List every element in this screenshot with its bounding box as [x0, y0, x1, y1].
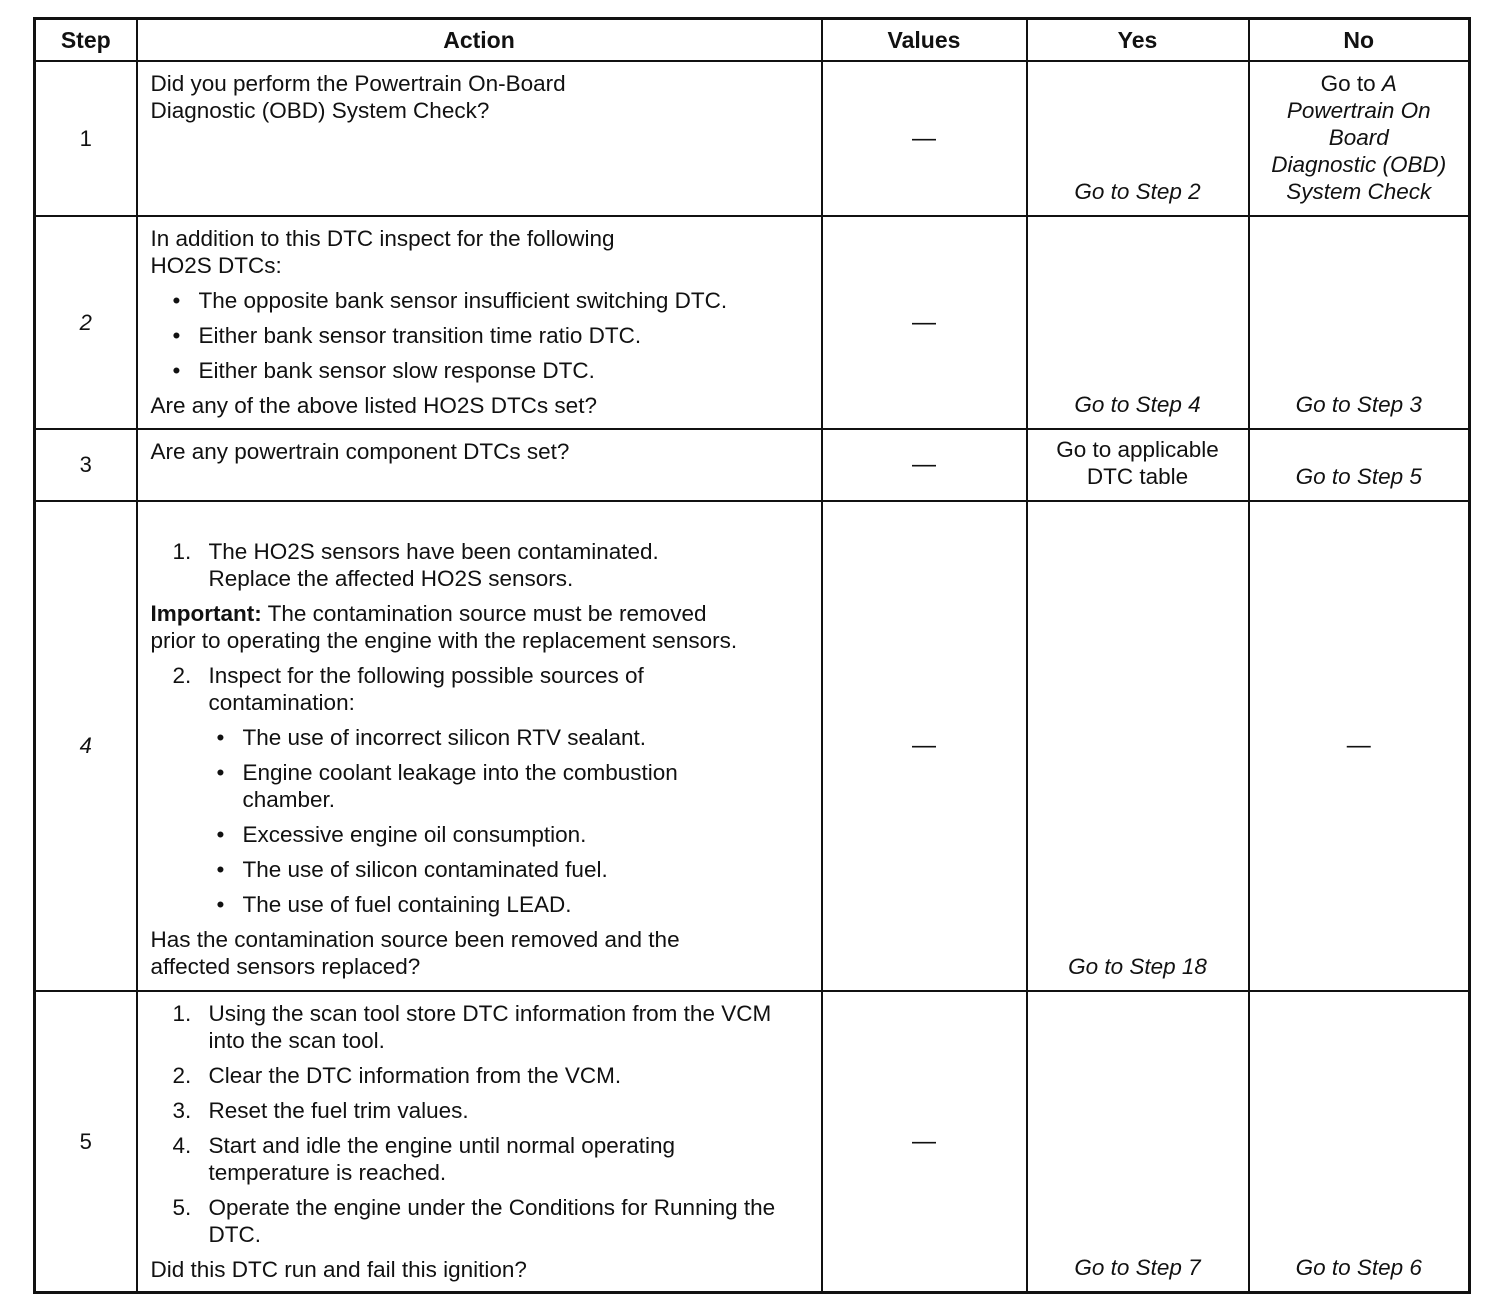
no-link[interactable]: Go to Step 3 [1295, 392, 1422, 417]
yes-cell [1027, 61, 1249, 216]
header-no: No [1249, 19, 1470, 62]
item-text: Inspect for the following possible sources of [208, 663, 644, 688]
numbered-item [173, 1194, 811, 1248]
no-link[interactable] [1254, 70, 1465, 205]
bullet-text: The opposite bank sensor insufficient switching DTC. [198, 288, 728, 313]
action-question: affected sensors replaced? [150, 954, 421, 979]
bullet-text: Excessive engine oil consumption. [242, 822, 587, 847]
numbered-item [173, 538, 811, 592]
item-number: 1. [172, 1001, 192, 1026]
important-note [151, 600, 811, 654]
yes-cell [1027, 501, 1249, 991]
action-question: Has the contamination source been removed and the [150, 927, 680, 952]
no-link-text: A [1381, 71, 1397, 96]
numbered-item [173, 1097, 811, 1124]
item-text: Operate the engine under the Conditions for Running the DTC. [208, 1195, 776, 1247]
yes-link-text: Go to applicable [1056, 437, 1219, 462]
step-number: 5 [35, 991, 137, 1293]
bullet-marker: • [172, 288, 181, 313]
table-row [35, 501, 1470, 991]
yes-cell [1027, 216, 1249, 429]
action-text: In addition to this DTC inspect for the following [150, 226, 615, 251]
no-link[interactable]: Go to Step 6 [1295, 1255, 1422, 1280]
action-cell [137, 61, 822, 216]
item-text: Reset the fuel trim values. [208, 1098, 469, 1123]
action-cell [137, 429, 822, 501]
action-cell [137, 216, 822, 429]
no-link-text: System Check [1286, 179, 1432, 204]
item-number: 2. [172, 1063, 192, 1088]
item-number: 1. [172, 539, 192, 564]
values-cell: — [822, 991, 1027, 1293]
numbered-item [173, 1062, 811, 1089]
table-row [35, 216, 1470, 429]
item-number: 5. [172, 1195, 192, 1220]
action-text: HO2S DTCs: [150, 253, 282, 278]
important-text: prior to operating the engine with the replacement sensors. [150, 628, 738, 653]
no-cell: — [1249, 501, 1470, 991]
numbered-item [173, 662, 811, 716]
yes-link[interactable]: Go to Step 2 [1074, 179, 1201, 204]
table-row [35, 61, 1470, 216]
action-text: Did you perform the Powertrain On-Board [150, 71, 566, 96]
no-link-text: Board [1328, 125, 1389, 150]
yes-link[interactable]: Go to Step 4 [1074, 392, 1201, 417]
yes-cell [1027, 991, 1249, 1293]
action-cell [137, 501, 822, 991]
yes-link-text: DTC table [1086, 464, 1189, 489]
bullet-text: The use of incorrect silicon RTV sealant. [242, 725, 647, 750]
item-text: contamination: [208, 690, 355, 715]
bullet-item [173, 287, 811, 314]
no-prefix: Go to [1320, 71, 1376, 96]
bullet-text: Engine coolant leakage into the combustion chamber. [242, 760, 678, 812]
bullet-marker: • [172, 358, 181, 383]
bullet-marker: • [216, 822, 225, 847]
action-cell [137, 991, 822, 1293]
yes-link[interactable]: Go to Step 18 [1068, 954, 1207, 979]
item-number: 4. [172, 1133, 192, 1158]
table-row [35, 429, 1470, 501]
header-yes: Yes [1027, 19, 1249, 62]
no-cell [1249, 61, 1470, 216]
header-step: Step [35, 19, 137, 62]
no-cell [1249, 991, 1470, 1293]
yes-cell [1027, 429, 1249, 501]
bullet-text: Either bank sensor slow response DTC. [198, 358, 595, 383]
numbered-item [173, 1000, 811, 1054]
values-cell: — [822, 501, 1027, 991]
numbered-item [173, 1132, 811, 1186]
action-question: Are any of the above listed HO2S DTCs set? [150, 393, 597, 418]
bullet-item [173, 357, 811, 384]
sub-bullet-item [217, 821, 811, 848]
no-cell [1249, 216, 1470, 429]
step-number: 2 [35, 216, 137, 429]
sub-bullet-item [217, 759, 811, 813]
bullet-text: The use of silicon contaminated fuel. [242, 857, 608, 882]
bullet-marker: • [216, 857, 225, 882]
step-number: 4 [35, 501, 137, 991]
no-link[interactable]: Go to Step 5 [1295, 464, 1422, 489]
yes-link[interactable]: Go to Step 7 [1074, 1255, 1201, 1280]
action-text: Diagnostic (OBD) System Check? [150, 98, 490, 123]
values-cell: — [822, 61, 1027, 216]
no-link-text: Powertrain On [1286, 98, 1431, 123]
bullet-item [173, 322, 811, 349]
bullet-marker: • [216, 760, 225, 785]
item-text: Using the scan tool store DTC information from the VCM into the scan tool. [208, 1001, 772, 1053]
item-text: Replace the affected HO2S sensors. [208, 566, 574, 591]
yes-link[interactable] [1032, 436, 1244, 490]
values-cell: — [822, 429, 1027, 501]
action-question: Are any powertrain component DTCs set? [150, 439, 570, 464]
item-text: The HO2S sensors have been contaminated. [208, 539, 659, 564]
bullet-marker: • [172, 323, 181, 348]
bullet-marker: • [216, 892, 225, 917]
item-number: 3. [172, 1098, 192, 1123]
no-cell [1249, 429, 1470, 501]
table-row [35, 991, 1470, 1293]
important-label: Important: [150, 601, 262, 626]
no-link-text: Diagnostic (OBD) [1271, 152, 1447, 177]
bullet-text: The use of fuel containing LEAD. [242, 892, 572, 917]
header-action: Action [137, 19, 822, 62]
item-text: Start and idle the engine until normal operating temperature is reached. [208, 1133, 676, 1185]
bullet-text: Either bank sensor transition time ratio DTC. [198, 323, 642, 348]
step-number: 1 [35, 61, 137, 216]
sub-bullet-item [217, 856, 811, 883]
sub-bullet-item [217, 724, 811, 751]
values-cell: — [822, 216, 1027, 429]
header-values: Values [822, 19, 1027, 62]
important-text: The contamination source must be removed [261, 601, 707, 626]
bullet-marker: • [216, 725, 225, 750]
item-text: Clear the DTC information from the VCM. [208, 1063, 622, 1088]
step-number: 3 [35, 429, 137, 501]
diagnostic-table [33, 17, 1471, 1294]
action-question: Did this DTC run and fail this ignition? [150, 1257, 527, 1282]
header-row [35, 19, 1470, 62]
sub-bullet-item [217, 891, 811, 918]
item-number: 2. [172, 663, 192, 688]
